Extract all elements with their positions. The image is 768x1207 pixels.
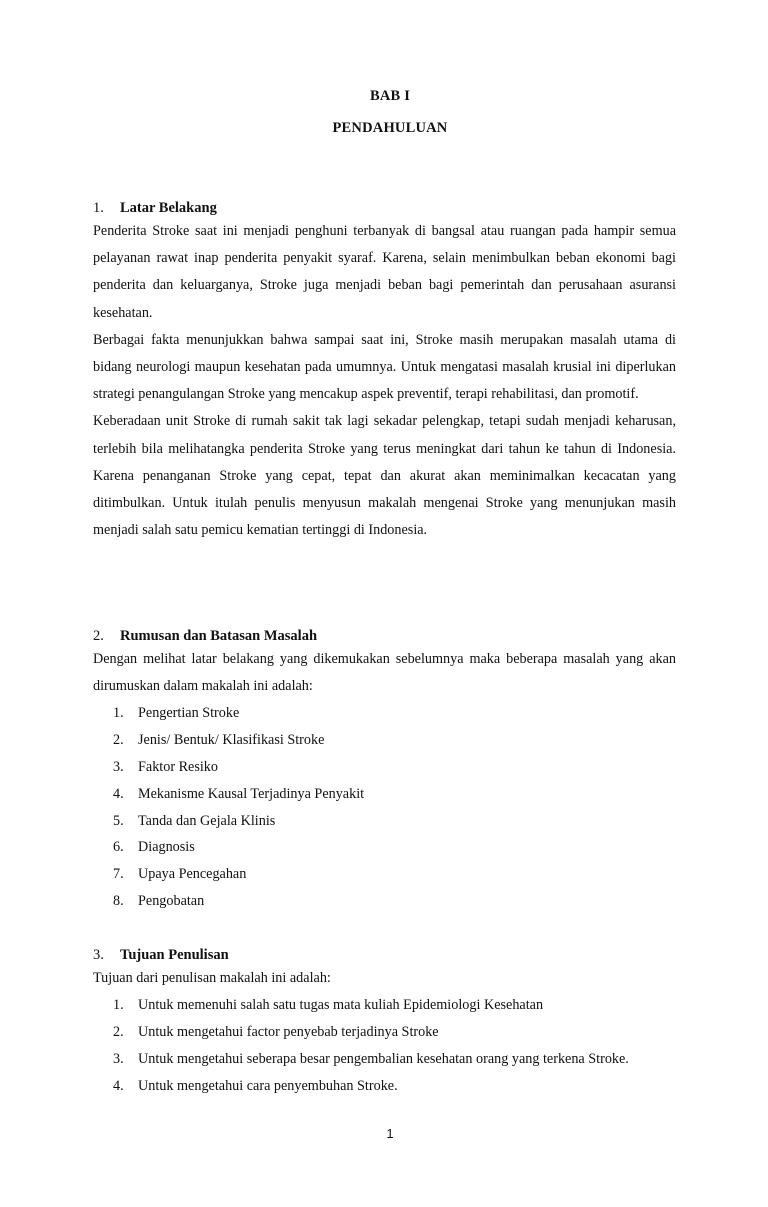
list-item bbox=[93, 754, 676, 781]
list-marker: 8. bbox=[113, 892, 124, 909]
list-marker: 4. bbox=[113, 1077, 124, 1094]
list-item bbox=[93, 1046, 676, 1073]
list-marker: 7. bbox=[113, 866, 124, 883]
list-item bbox=[93, 834, 676, 861]
list-item bbox=[93, 700, 676, 727]
chapter-number: BAB I bbox=[369, 88, 411, 104]
list-marker: 3. bbox=[113, 1050, 124, 1067]
list-item-text: Mekanisme Kausal Terjadinya Penyakit bbox=[138, 785, 365, 802]
list-item-text: Upaya Pencegahan bbox=[138, 866, 247, 883]
section-number: 2. bbox=[93, 628, 104, 644]
list-item bbox=[93, 1073, 676, 1100]
list-item bbox=[93, 808, 676, 835]
list-item bbox=[93, 781, 676, 808]
list-item-text: Pengobatan bbox=[138, 892, 205, 909]
section-title: Tujuan Penulisan bbox=[120, 947, 229, 963]
section-heading bbox=[93, 626, 676, 646]
section-intro: Dengan melihat latar belakang yang dikemukakan sebelumnya maka beberapa masalah yang akan dirumuskan dalam makalah ini adalah: bbox=[93, 651, 676, 695]
section-intro: Tujuan dari penulisan makalah ini adalah: bbox=[93, 970, 331, 986]
list-item-text: Untuk mengetahui cara penyembuhan Stroke. bbox=[138, 1077, 398, 1094]
section-tujuan-penulisan bbox=[93, 945, 676, 1099]
list-marker: 2. bbox=[113, 732, 124, 749]
list-marker: 3. bbox=[113, 759, 124, 775]
list-marker: 1. bbox=[113, 997, 124, 1014]
list-item-text: Untuk mengetahui seberapa besar pengembalian kesehatan orang yang terkena Stroke. bbox=[138, 1050, 629, 1067]
list-item-text: Untuk mengetahui factor penyebab terjadinya Stroke bbox=[138, 1024, 439, 1040]
section-heading bbox=[93, 945, 676, 965]
list-marker: 4. bbox=[113, 785, 124, 802]
list-item bbox=[93, 861, 676, 888]
list-item bbox=[93, 992, 676, 1019]
section-latar-belakang bbox=[93, 198, 676, 544]
list-item bbox=[93, 888, 676, 915]
section-number: 3. bbox=[93, 947, 104, 963]
page-number: 1 bbox=[386, 1126, 394, 1141]
paragraph: Keberadaan unit Stroke di rumah sakit tak lagi sekadar pelengkap, tetapi sudah menjadi keharusan, terlebih bila melihatangka penderita Stroke yang terus meningkat dari tahun ke tahun di Indonesia. Karena penanganan Stroke yang cepat, tepat dan akurat akan meminimalkan kecacatan yang ditimbulkan. Untuk itulah penulis menyusun makalah mengenai Stroke yang menunjukan masih menjadi salah satu pemicu kematian tertinggi di Indonesia. bbox=[93, 413, 676, 539]
list-item-text: Tanda dan Gejala Klinis bbox=[138, 812, 276, 829]
section-heading bbox=[93, 198, 676, 218]
list-marker: 2. bbox=[113, 1024, 124, 1040]
chapter-title: PENDAHULUAN bbox=[332, 120, 448, 136]
objective-list bbox=[93, 992, 676, 1099]
section-rumusan-masalah bbox=[93, 626, 676, 915]
list-marker: 6. bbox=[113, 839, 124, 856]
paragraph: Penderita Stroke saat ini menjadi penghuni terbanyak di bangsal atau ruangan pada hampir semua pelayanan rawat inap penderita penyakit syaraf. Karena, selain menimbulkan beban ekonomi bagi penderita dan keluarganya, Stroke juga menjadi beban bagi pemerintah dan perusahaan asuransi kesehatan. bbox=[93, 223, 676, 321]
list-item-text: Untuk memenuhi salah satu tugas mata kuliah Epidemiologi Kesehatan bbox=[138, 997, 544, 1014]
list-item-text: Diagnosis bbox=[138, 839, 195, 856]
list-item-text: Pengertian Stroke bbox=[138, 705, 240, 722]
list-item-text: Faktor Resiko bbox=[138, 759, 218, 775]
list-item bbox=[93, 727, 676, 754]
problem-list bbox=[93, 700, 676, 914]
list-marker: 5. bbox=[113, 812, 124, 829]
list-item bbox=[93, 1019, 676, 1046]
section-title: Latar Belakang bbox=[120, 200, 217, 216]
section-title: Rumusan dan Batasan Masalah bbox=[120, 628, 318, 644]
list-item-text: Jenis/ Bentuk/ Klasifikasi Stroke bbox=[138, 732, 325, 749]
paragraph: Berbagai fakta menunjukkan bahwa sampai saat ini, Stroke masih merupakan masalah utama di bidang neurologi maupun kesehatan pada umumnya. Untuk mengatasi masalah krusial ini diperlukan strategi penangulangan Stroke yang mencakup aspek preventif, terapi rehabilitasi, dan promotif. bbox=[93, 331, 676, 403]
list-marker: 1. bbox=[113, 705, 124, 722]
section-number: 1. bbox=[93, 200, 104, 216]
